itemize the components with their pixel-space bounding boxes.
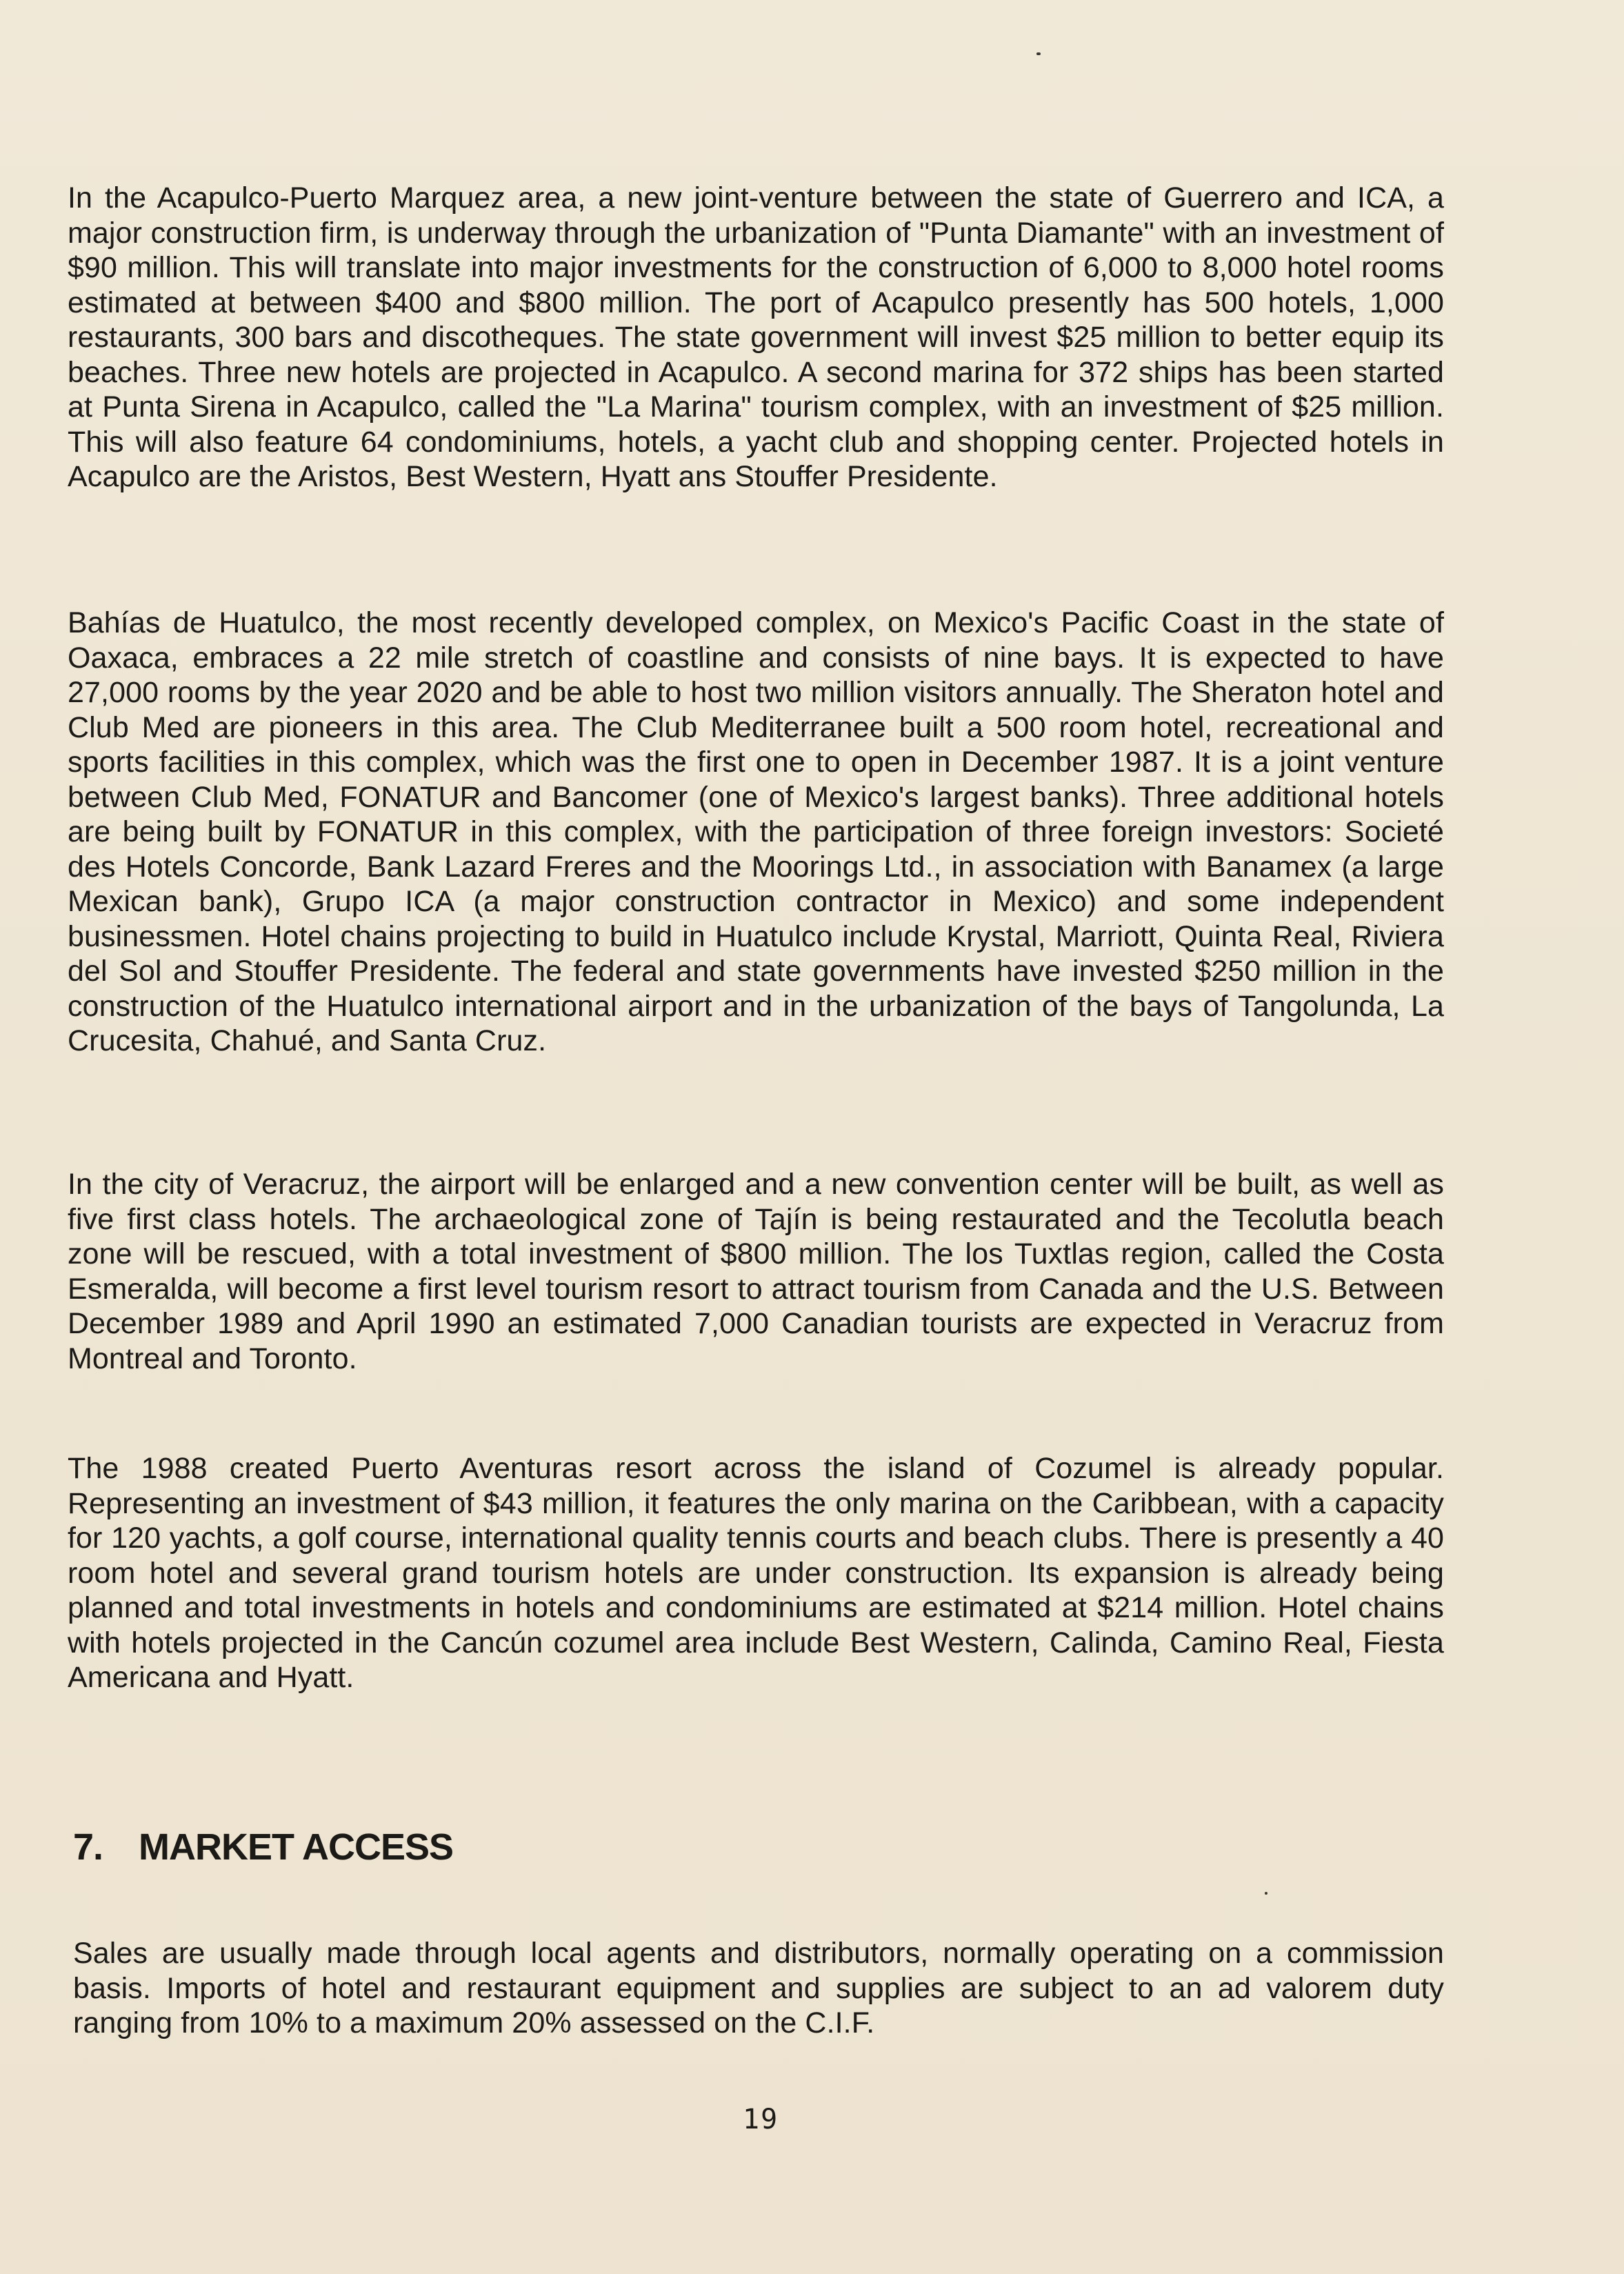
scan-speck xyxy=(1265,1892,1267,1895)
paragraph-veracruz: In the city of Veracruz, the airport will be enlarged and a new convention center will be built, as well as five first class hotels. The archaeological zone of Tajín is being restaurated and the Tecolutla beach zone will be rescued, with a total investment of $800 million. The los Tuxtlas region, called the Costa Esmeralda, will become a first level tourism resort to attract tourism from Canada and the U.S. Between December 1989 and April 1990 an estimated 7,000 Canadian tourists are expected in Veracruz from Montreal and Toronto. xyxy=(68,1168,1444,1375)
page-number: 19 xyxy=(743,2104,779,2135)
section-title: MARKET ACCESS xyxy=(139,1826,454,1868)
section-heading xyxy=(73,1826,453,1868)
paragraph-market-access: Sales are usually made through local agents and distributors, normally operating on a commission basis. Imports of hotel and restaurant equipment and supplies are subject to an ad valorem duty ranging from 10% to a maximum 20% assessed on the C.I.F. xyxy=(73,1937,1444,2039)
paragraph-acapulco: In the Acapulco-Puerto Marquez area, a new joint-venture between the state of Guerrero and ICA, a major construction firm, is underway through the urbanization of "Punta Diamante" with an investment of $90 million. This will translate into major investments for the construction of 6,000 to 8,000 hotel rooms estimated at between $400 and $800 million. The port of Acapulco presently has 500 hotels, 1,000 restaurants, 300 bars and discotheques. The state government will invest $25 million to better equip its beaches. Three new hotels are projected in Acapulco. A second marina for 372 ships has been started at Punta Sirena in Acapulco, called the "La Marina" tourism complex, with an investment of $25 million. This will also feature 64 condominiums, hotels, a yacht club and shopping center. Projected hotels in Acapulco are the Aristos, Best Western, Hyatt ans Stouffer Presidente. xyxy=(68,181,1444,493)
scan-speck xyxy=(1036,52,1041,55)
paragraph-huatulco: Bahías de Huatulco, the most recently developed complex, on Mexico's Pacific Coast in the state of Oaxaca, embraces a 22 mile stretch of coastline and consists of nine bays. It is expected to have 27,000 rooms by the year 2020 and be able to host two million visitors annually. The Sheraton hotel and Club Med are pioneers in this area. The Club Mediterranee built a 500 room hotel, recreational and sports facilities in this complex, which was the first one to open in December 1987. It is a joint venture between Club Med, FONATUR and Bancomer (one of Mexico's largest banks). Three additional hotels are being built by FONATUR in this complex, with the participation of three foreign investors: Societé des Hotels Concorde, Bank Lazard Freres and the Moorings Ltd., in association with Banamex (a large Mexican bank), Grupo ICA (a major construction contractor in Mexico) and some independent businessmen. Hotel chains projecting to build in Huatulco include Krystal, Marriott, Quinta Real, Riviera del Sol and Stouffer Presidente. The federal and state governments have invested $250 million in the construction of the Huatulco international airport and in the urbanization of the bays of Tangolunda, La Crucesita, Chahué, and Santa Cruz. xyxy=(68,606,1444,1057)
section-number: 7. xyxy=(73,1826,103,1868)
paragraph-cozumel: The 1988 created Puerto Aventuras resort across the island of Cozumel is already popular. Representing an investment of $43 million, it features the only marina on the Caribbean, with a capacity for 120 yachts, a golf course, international quality tennis courts and beach clubs. There is presently a 40 room hotel and several grand tourism hotels are under construction. Its expansion is already being planned and total investments in hotels and condominiums are estimated at $214 million. Hotel chains with hotels projected in the Cancún cozumel area include Best Western, Calinda, Camino Real, Fiesta Americana and Hyatt. xyxy=(68,1452,1444,1694)
